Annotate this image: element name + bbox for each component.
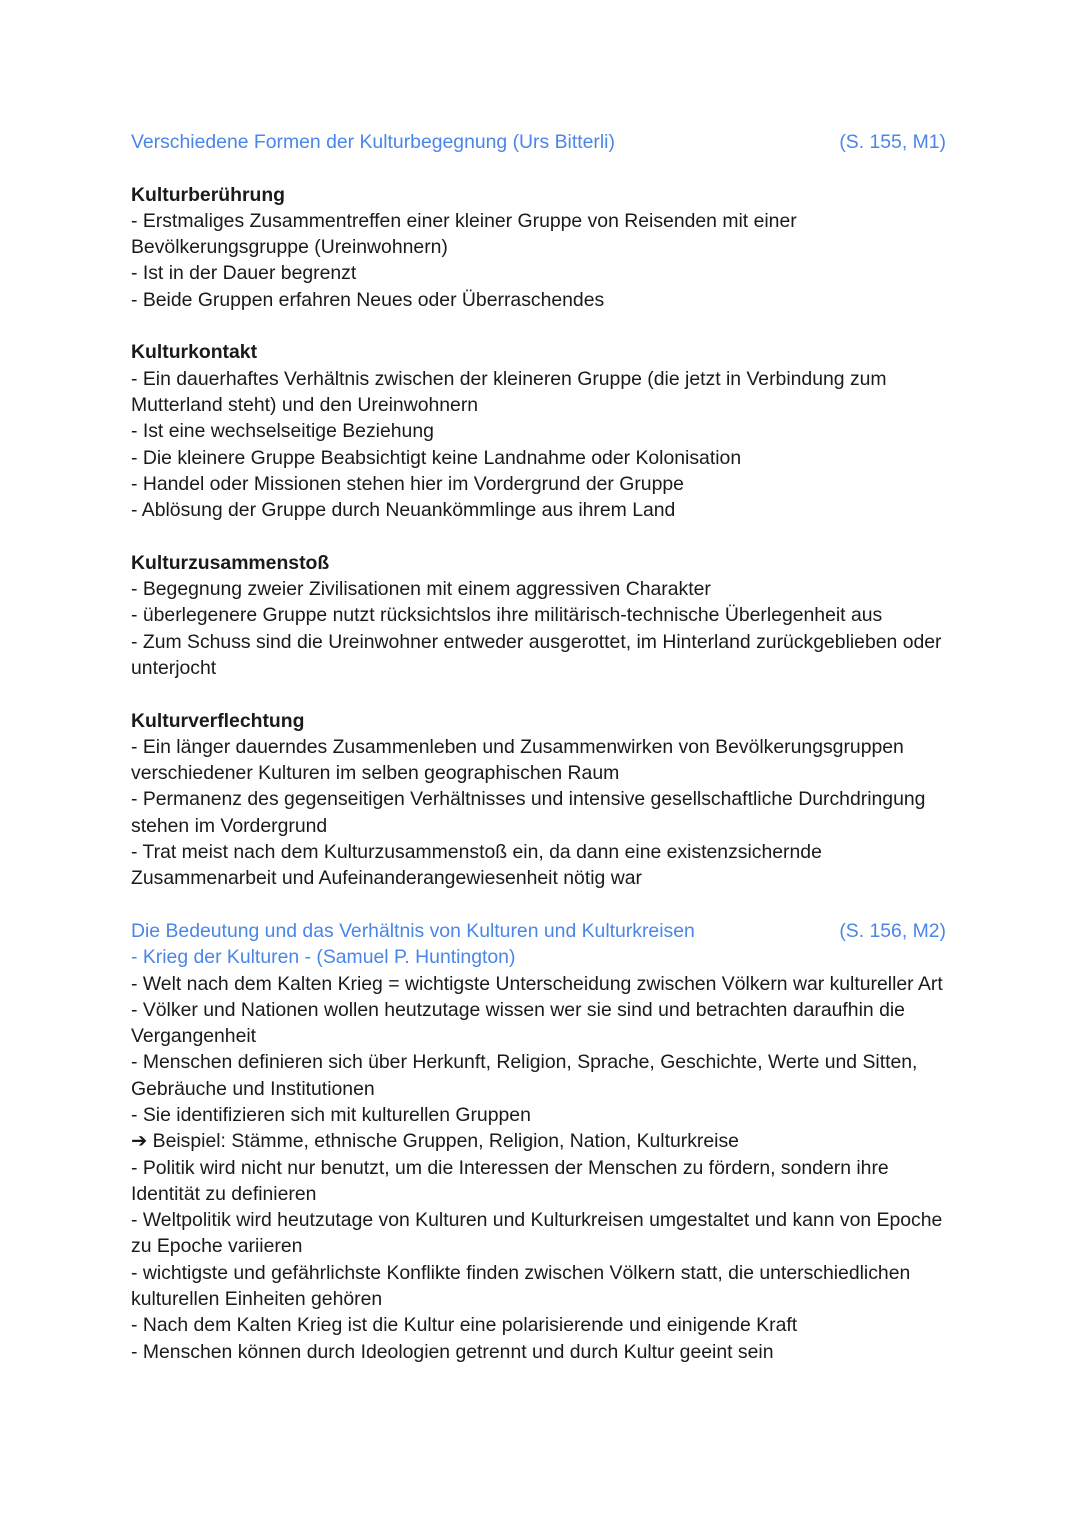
document-page bbox=[131, 129, 946, 1365]
part2-line: - Sie identifizieren sich mit kulturellen Gruppen bbox=[131, 1103, 531, 1126]
part1-title: Verschiedene Formen der Kulturbegegnung (Urs Bitterli) bbox=[131, 131, 615, 153]
section-kulturzusammenstoss bbox=[131, 550, 946, 681]
part1-reference: (S. 155, M1) bbox=[839, 131, 946, 153]
part2-line: - Weltpolitik wird heutzutage von Kulturen und Kulturkreisen umgestaltet und kann von Epoche zu Epoche variieren bbox=[131, 1209, 943, 1258]
section-line: - Ein dauerhaftes Verhältnis zwischen der kleineren Gruppe (die jetzt in Verbindung zum Mutterland steht) und den Ureinwohnern bbox=[131, 367, 887, 416]
section-line: - Ein länger dauerndes Zusammenleben und Zusammenwirken von Bevölkerungsgruppen verschiedener Kulturen im selben geographischen Raum bbox=[131, 735, 904, 785]
part1-header bbox=[131, 129, 946, 155]
section-line: - Trat meist nach dem Kulturzusammenstoß ein, da dann eine existenzsichernde Zusammenarbeit und Aufeinanderangewiesenheit nötig war bbox=[131, 841, 822, 890]
part2-line: - Politik wird nicht nur benutzt, um die Interessen der Menschen zu fördern, sondern ihre Identität zu definieren bbox=[131, 1156, 889, 1205]
section-line: - Ablösung der Gruppe durch Neuankömmlinge aus ihrem Land bbox=[131, 499, 676, 522]
part2-line: - Völker und Nationen wollen heutzutage wissen wer sie sind und betrachten daraufhin die Vergangenheit bbox=[131, 998, 905, 1048]
part2-header bbox=[131, 918, 946, 944]
section-line: - überlegenere Gruppe nutzt rücksichtslos ihre militärisch-technische Überlegenheit aus bbox=[131, 604, 883, 627]
section-kulturberuehrung bbox=[131, 182, 946, 313]
part2-line: - Menschen können durch Ideologien getrennt und durch Kultur geeint sein bbox=[131, 1340, 774, 1363]
section-kulturverflechtung bbox=[131, 708, 946, 892]
section-line: - Erstmaliges Zusammentreffen einer kleiner Gruppe von Reisenden mit einer Bevölkerungsgruppe (Ureinwohnern) bbox=[131, 209, 797, 259]
section-line: - Ist eine wechselseitige Beziehung bbox=[131, 420, 434, 443]
part2-line: - Nach dem Kalten Krieg ist die Kultur eine polarisierende und einigende Kraft bbox=[131, 1314, 798, 1337]
section-line: - Die kleinere Gruppe Beabsichtigt keine Landnahme oder Kolonisation bbox=[131, 446, 742, 469]
section-heading: Kulturverflechtung bbox=[131, 709, 305, 732]
section-line: - Permanenz des gegenseitigen Verhältnisses und intensive gesellschaftliche Durchdringung stehen im Vordergrund bbox=[131, 788, 926, 837]
section-line: - Ist in der Dauer begrenzt bbox=[131, 262, 357, 285]
part2-subtitle: - Krieg der Kulturen - (Samuel P. Huntington) bbox=[131, 946, 516, 969]
part2-title: Die Bedeutung und das Verhältnis von Kulturen und Kulturkreisen bbox=[131, 919, 695, 942]
section-kulturkontakt bbox=[131, 339, 946, 523]
part2-reference: (S. 156, M2) bbox=[839, 919, 946, 942]
section-heading: Kulturberührung bbox=[131, 183, 286, 206]
section-heading: Kulturzusammenstoß bbox=[131, 551, 330, 574]
part2-line: ➔ Beispiel: Stämme, ethnische Gruppen, Religion, Nation, Kulturkreise bbox=[131, 1130, 739, 1153]
section-line: - Beide Gruppen erfahren Neues oder Überraschendes bbox=[131, 288, 605, 311]
part2-line: - Menschen definieren sich über Herkunft, Religion, Sprache, Geschichte, Werte und Sitten, Gebräuche und Institutionen bbox=[131, 1051, 918, 1100]
section-heading: Kulturkontakt bbox=[131, 341, 258, 364]
part2-line: - Welt nach dem Kalten Krieg = wichtigste Unterscheidung zwischen Völkern war kultureller Art bbox=[131, 972, 943, 995]
part2-line: - wichtigste und gefährlichste Konflikte finden zwischen Völkern statt, die unterschiedlichen kulturellen Einheiten gehören bbox=[131, 1261, 911, 1311]
section-line: - Handel oder Missionen stehen hier im Vordergrund der Gruppe bbox=[131, 472, 684, 495]
section-line: - Zum Schuss sind die Ureinwohner entweder ausgerottet, im Hinterland zurückgeblieben oder unterjocht bbox=[131, 630, 942, 679]
section-line: - Begegnung zweier Zivilisationen mit einem aggressiven Charakter bbox=[131, 578, 711, 601]
part2 bbox=[131, 918, 946, 1365]
